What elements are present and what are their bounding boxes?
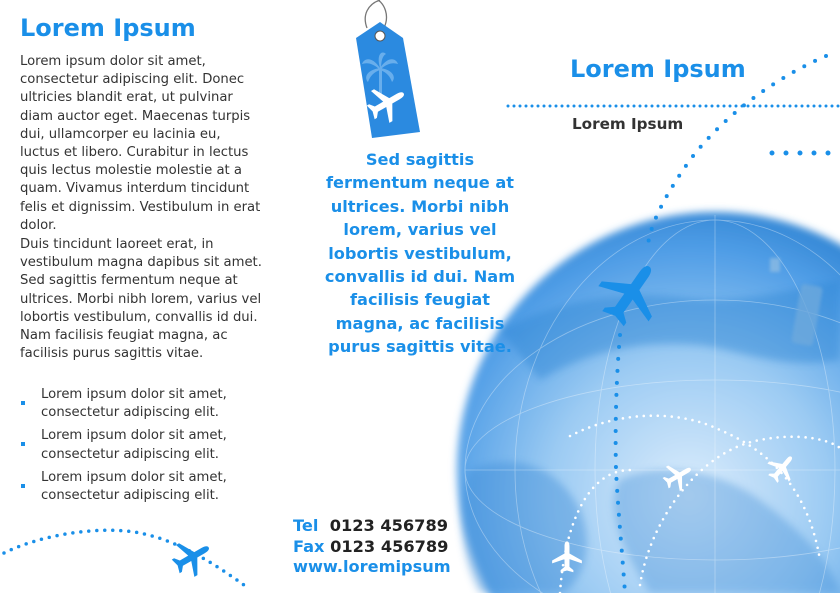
- airplane-icon-bottom: [167, 531, 218, 582]
- bullet-text: Lorem ipsum dolor sit amet, consectetur adipiscing elit.: [41, 428, 227, 462]
- tel-line: [293, 516, 451, 537]
- middle-highlight-text: Sed sagittis fermentum neque at ultrices. Morbi nibh lorem, varius vel lobortis vestibulum, convallis id dui. Nam facilisis feugiat magna, ac facilisis purus sagittis vitae.: [324, 150, 516, 357]
- bullet-list: [20, 386, 270, 510]
- left-title: Lorem Ipsum: [20, 14, 196, 42]
- right-subtitle: Lorem Ipsum: [572, 115, 684, 133]
- bullet-text: Lorem ipsum dolor sit amet, consectetur adipiscing elit.: [41, 387, 227, 421]
- bullet-dot: [21, 401, 25, 405]
- fax-line: [293, 537, 451, 558]
- website-link[interactable]: www.loremipsum: [293, 557, 451, 576]
- bullet-dot: [21, 442, 25, 446]
- bullet-text: Lorem ipsum dolor sit amet, consectetur adipiscing elit.: [41, 469, 227, 504]
- tel-label: Tel: [293, 516, 319, 535]
- contact-block: [293, 516, 451, 578]
- left-paragraph-2: Duis tincidunt laoreet erat, in vestibulum magna dapibus sit amet. Sed sagittis fermentum neque at ultrices. Morbi nibh lorem, varius vel lobortis vestibulum, convallis id dui. Nam facilisis feugiat magna, ac facilisis purus sagittis vitae.: [20, 237, 262, 362]
- flight-path-bottom: [4, 530, 248, 588]
- bullet-item: [20, 469, 270, 505]
- bullet-dot: [21, 484, 25, 488]
- fax-number: 0123 456789: [330, 536, 449, 556]
- fax-label: Fax: [293, 536, 325, 556]
- tel-number: 0123 456789: [329, 516, 448, 535]
- bullet-item: [20, 386, 270, 422]
- right-title: Lorem Ipsum: [570, 55, 746, 83]
- luggage-tag-icon: [356, 0, 420, 138]
- bullet-item: [20, 427, 270, 463]
- left-paragraph-1: Lorem ipsum dolor sit amet, consectetur adipiscing elit. Donec ultricies blandit erat, ut pulvinar diam auctor eget. Maecenas turpis dui, ullamcorper eu lacinia eu, luctus et libero. Curabitur in lectus quis lectus molestie molestie at a quam. Vivamus interdum tincidunt felis et dignissim. Vestibulum in erat dolor.: [20, 54, 261, 233]
